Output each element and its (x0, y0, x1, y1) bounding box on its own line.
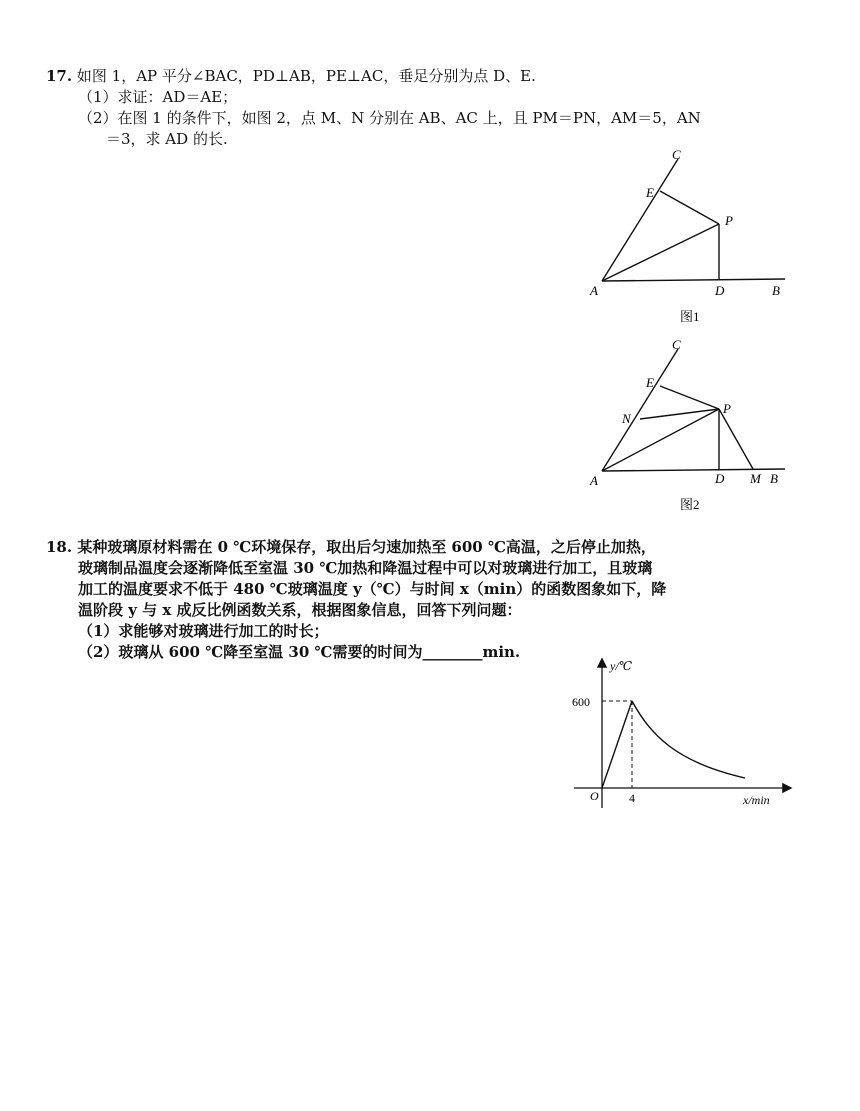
heating-line (602, 701, 632, 788)
figure-2-diagram (580, 335, 800, 520)
question-17-part-1: （1）求证：AD＝AE； (78, 88, 238, 106)
fig2-ray-ac (602, 349, 678, 471)
question-17-stem: 如图 1，AP 平分∠BAC，PD⊥AB，PE⊥AC，垂足分别为点 D、E. (76, 67, 536, 85)
fig2-caption: 图2 (680, 497, 700, 512)
fig2-label-n: N (622, 411, 631, 426)
question-18-line-2: 玻璃制品温度会逐渐降低至室温 30 ℃加热和降温过程中可以对玻璃进行加工，且玻璃 (78, 559, 653, 577)
fig1-caption: 图1 (680, 309, 700, 324)
fig1-label-e: E (646, 185, 654, 200)
fig2-label-c: C (672, 337, 681, 352)
fig2-label-a: A (590, 473, 598, 488)
temperature-time-graph (560, 652, 800, 812)
question-18-line-4: 温阶段 y 与 x 成反比例函数关系，根据图象信息，回答下列问题： (78, 601, 522, 619)
question-17-part-2-line-1: （2）在图 1 的条件下，如图 2，点 M、N 分别在 AB、AC 上，且 PM＝PN，AM＝5，AN (78, 109, 701, 127)
question-18-line-1 (46, 537, 656, 557)
fig1-ray-ab (602, 279, 785, 281)
fig1-label-c: C (672, 147, 681, 162)
fig2-segment-pn (640, 409, 719, 419)
question-18-text-1: 某种玻璃原材料需在 0 ℃环境保存，取出后匀速加热至 600 ℃高温，之后停止加热， (77, 538, 656, 556)
question-17-number: 17. (46, 67, 73, 85)
fig1-label-p: P (725, 213, 733, 228)
question-18-part-1: （1）求能够对玻璃进行加工的时长； (78, 622, 329, 640)
question-17-part-2-line-2: ＝3，求 AD 的长. (106, 130, 228, 148)
question-17-stem-line (46, 66, 536, 86)
x-tick-4: 4 (629, 791, 635, 805)
question-18-part-2: （2）玻璃从 600 ℃降至室温 30 ℃需要的时间为________min. (78, 643, 521, 661)
fig1-label-d: D (715, 283, 725, 298)
fig2-label-p: P (723, 401, 731, 416)
fig2-label-m: M (750, 471, 761, 486)
fig2-label-e: E (646, 375, 654, 390)
fig1-segment-pe (660, 191, 719, 224)
figure-1-diagram (580, 145, 800, 330)
question-18-line-3: 加工的温度要求不低于 480 ℃玻璃温度 y（℃）与时间 x（min）的函数图象如下，降 (78, 580, 667, 598)
fig2-segment-pe (660, 386, 719, 409)
fig2-label-d: D (715, 471, 725, 486)
question-18-number: 18. (46, 538, 73, 556)
y-axis-label: y/℃ (610, 659, 633, 673)
x-axis-label: x/min (743, 793, 770, 807)
origin-label: O (590, 789, 599, 803)
y-tick-600: 600 (572, 695, 590, 709)
fig2-label-b: B (770, 471, 778, 486)
cooling-curve (632, 701, 745, 778)
fig1-label-a: A (590, 283, 598, 298)
fig2-segment-pm (719, 409, 753, 469)
fig1-label-b: B (772, 283, 780, 298)
fig2-segment-ap (602, 409, 719, 471)
